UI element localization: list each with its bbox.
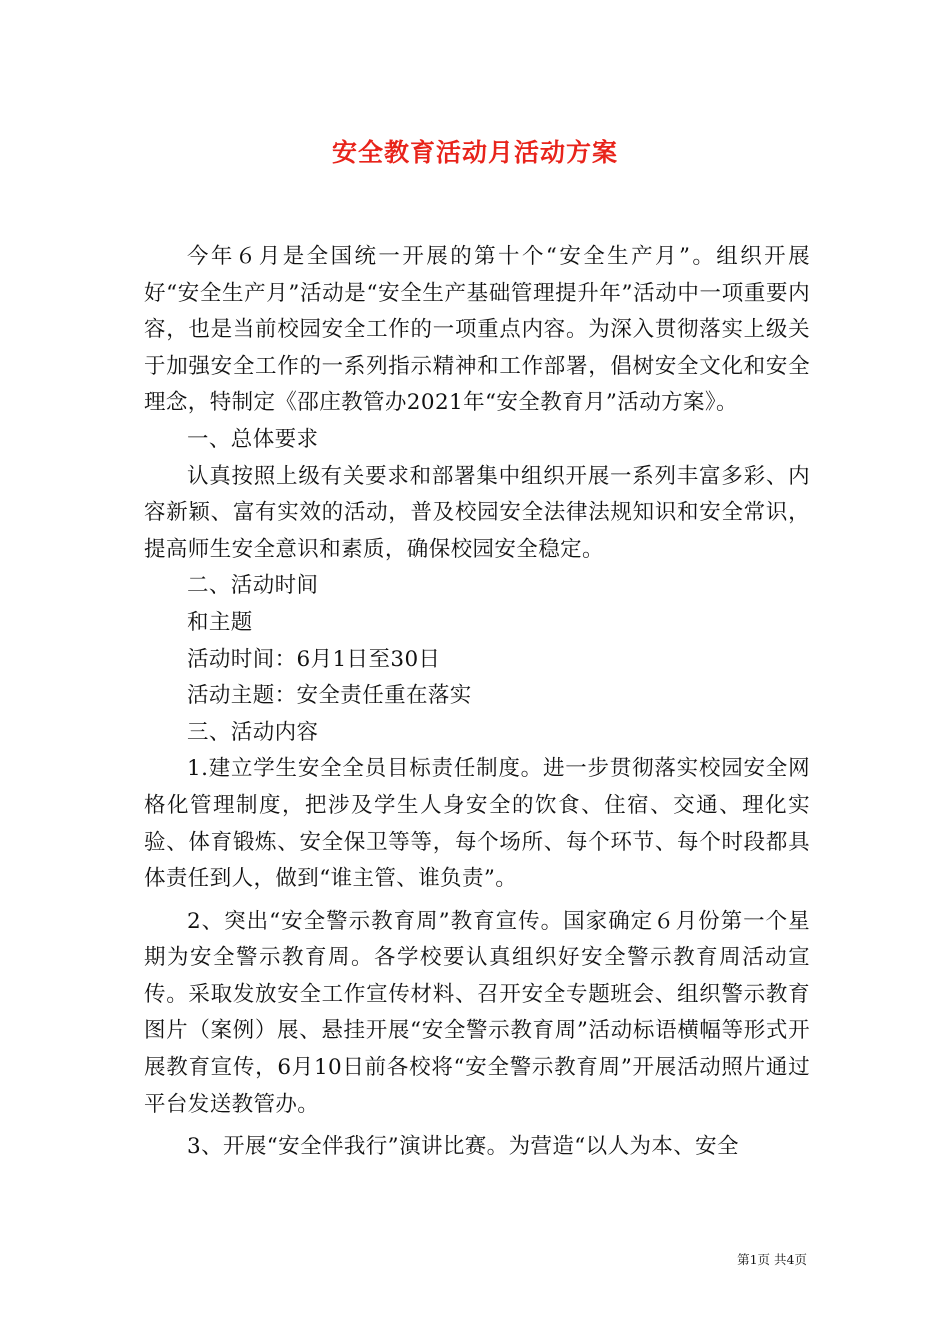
- content-item-2: 2、突出“安全警示教育周”教育宣传。国家确定６月份第一个星期为安全警示教育周。各学校要认真组织好安全警示教育周活动宣传。采取发放安全工作宣传材料、召开安全专题班会、组织警示教育图片（案例）展、悬挂开展“安全警示教育周”活动标语横幅等形式开展教育宣传，6月10日前各校将“安全警示教育周”开展活动照片通过平台发送教管办。: [144, 908, 810, 1117]
- activity-theme-line: 活动主题：安全责任重在落实: [187, 683, 472, 709]
- section-heading-activity-time: 二、活动时间: [187, 573, 319, 599]
- page-number-footer: 第1页 共4页: [737, 1252, 807, 1267]
- general-requirements-paragraph: 认真按照上级有关要求和部署集中组织开展一系列丰富多彩、内容新颖、富有实效的活动，普及校园安全法律法规知识和安全常识，提高师生安全意识和素质，确保校园安全稳定。: [144, 463, 810, 562]
- section-heading-theme: 和主题: [187, 609, 253, 635]
- section-heading-general-requirements: 一、总体要求: [187, 426, 319, 452]
- intro-paragraph: 今年６月是全国统一开展的第十个“安全生产月”。组织开展好“安全生产月”活动是“安全生产基础管理提升年”活动中一项重要内容，也是当前校园安全工作的一项重点内容。为深入贯彻落实上级关于加强安全工作的一系列指示精神和工作部署，倡树安全文化和安全理念，特制定《邵庄教管办2021年“安全教育月”活动方案》。: [144, 244, 810, 416]
- activity-time-line: 活动时间：6月1日至30日: [187, 646, 441, 672]
- content-item-1: 1.建立学生安全全员目标责任制度。进一步贯彻落实校园安全网格化管理制度，把涉及学生人身安全的饮食、住宿、交通、理化实验、体育锻炼、安全保卫等等，每个场所、每个环节、每个时段都具体责任到人，做到“谁主管、谁负责”。: [144, 756, 810, 892]
- document-title: 安全教育活动月活动方案: [331, 138, 618, 167]
- section-heading-activity-content: 三、活动内容: [187, 719, 319, 745]
- document-body: [144, 239, 810, 1166]
- content-item-3: 3、开展“安全伴我行”演讲比赛。为营造“以人为本、安全: [187, 1134, 739, 1160]
